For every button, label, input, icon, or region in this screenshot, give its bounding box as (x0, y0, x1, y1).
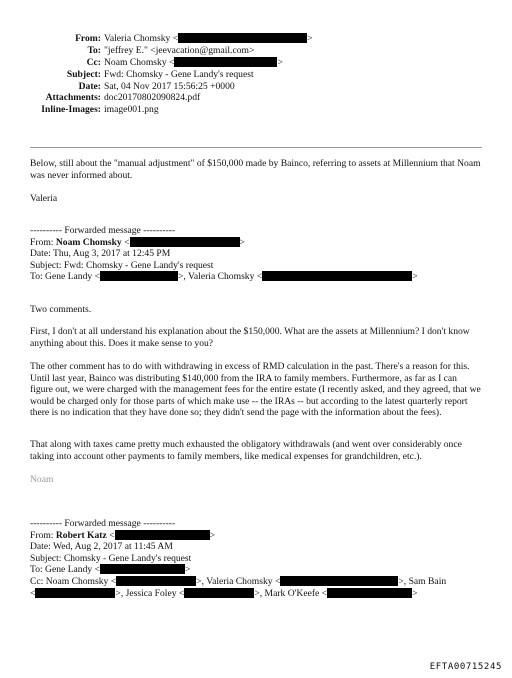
forward-block-1 (30, 225, 482, 283)
subject-value: Fwd: Chomsky - Gene Landy's request (104, 68, 254, 80)
intro-text: Below, still about the "manual adjustment" of $150,000 made by Bainco, referring to assets at Millennium that Noam was never informed about. (30, 158, 481, 181)
redaction-box (184, 588, 254, 598)
redaction-box (100, 564, 185, 574)
signoff-text: Valeria (30, 193, 58, 204)
header-attachments-row (0, 92, 512, 104)
date-label: Date: (78, 80, 101, 92)
forward-separator: ---------- Forwarded message ---------- (30, 225, 176, 236)
signature: Noam (30, 474, 54, 485)
subject-label: Subject: (66, 68, 101, 80)
forward-separator: ---------- Forwarded message ---------- (30, 518, 176, 529)
bracket-close: > (277, 56, 283, 68)
sender-name: Robert Katz (55, 529, 107, 541)
signoff (30, 193, 482, 205)
comment-para-1: Two comments. (30, 304, 92, 315)
email-header (0, 33, 512, 116)
header-date-row (0, 81, 512, 93)
comment-para-3: The other comment has to do with withdrawing in excess of RMD calculation in the past. There's a reason for this. Until last year, Bainco was distributing $140,000 from the IRA to family members. Furthermore, as far as I can figure out, we were charged with the management fees for the entire estate (I recently asked, and they agreed, that we would be charged only for those parts of which make use -- the IRAs -- but according to the latest quarterly report there is no indication that they have done so; they didn't send the page with the information about the fees). (30, 361, 481, 419)
forward-block-2 (30, 518, 482, 599)
comment-para-2: First, I don't at all understand his explanation about the $150,000. What are the assets at Millennium? I don't know anything about this. Does it make sense to you? (30, 326, 470, 349)
redaction-box (262, 271, 412, 281)
bracket-close: > (307, 33, 313, 44)
sender-name: Noam Chomsky (55, 236, 122, 248)
forward-cc-line: Cc: Noam Chomsky < >, Valeria Chomsky < >, Sam Bain (30, 575, 447, 587)
from-label: From: (75, 33, 101, 44)
redaction-box (115, 530, 210, 540)
forward-subject-line: Subject: Fwd: Chomsky - Gene Landy's request (30, 259, 214, 271)
cc-value: Noam Chomsky < (104, 56, 175, 68)
redaction-box (35, 588, 115, 598)
attachments-label: Attachments: (45, 92, 101, 104)
header-inline-images-row (0, 104, 512, 116)
forward-subject-line: Subject: Chomsky - Gene Landy's request (30, 552, 192, 564)
redaction-box (327, 588, 412, 598)
header-subject-row (0, 69, 512, 81)
inline-images-label: Inline-Images: (41, 104, 101, 116)
attachments-value[interactable]: doc20170802090824.pdf (104, 92, 201, 104)
forward-to-line: To: Gene Landy < > (30, 564, 191, 576)
forward-date-line: Date: Wed, Aug 2, 2017 at 11:45 AM (30, 541, 173, 553)
header-divider (30, 147, 482, 148)
redaction-box (174, 57, 277, 67)
forward-to-line: To: Gene Landy < >, Valeria Chomsky < > (30, 271, 418, 283)
forward-from-line: From: Noam Chomsky < > (30, 236, 245, 248)
redaction-box (100, 271, 178, 281)
to-value: "jeffrey E." <jeevacation@gmail.com> (104, 44, 255, 56)
header-from-row (0, 33, 512, 45)
redaction-box (178, 33, 307, 43)
inline-images-value[interactable]: image001.png (104, 104, 159, 116)
document-id: EFTA00715245 (429, 662, 502, 672)
forward-date-line: Date: Thu, Aug 3, 2017 at 12:45 PM (30, 248, 171, 260)
redaction-box (130, 237, 240, 247)
forward-from-line: From: Robert Katz < > (30, 529, 216, 541)
header-cc-row (0, 57, 512, 69)
intro-paragraph (30, 158, 482, 181)
date-value: Sat, 04 Nov 2017 15:56:25 +0000 (104, 80, 235, 92)
forward-cc-line-2: < >, Jessica Foley < >, Mark O'Keefe < > (30, 587, 418, 599)
header-to-row (0, 45, 512, 57)
redaction-box (116, 576, 196, 586)
to-label: To: (87, 44, 101, 56)
from-value: Valeria Chomsky < (104, 33, 179, 44)
cc-label: Cc: (86, 56, 101, 68)
comment-para-4: That along with taxes came pretty much exhausted the obligatory withdrawals (and went over considerably once taking into account other payments to family members, like medical expenses for grandchildren, etc.). (30, 439, 462, 462)
redaction-box (280, 576, 398, 586)
